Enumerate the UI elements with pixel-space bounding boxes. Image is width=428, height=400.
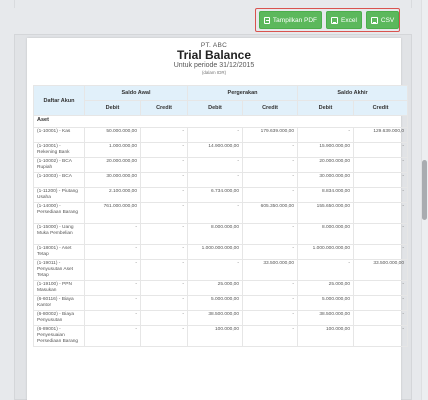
cell: - [141,173,188,188]
cell: 100.000,00 [298,326,354,347]
cell: - [188,158,243,173]
cell: - [243,173,298,188]
column-header-credit: Credit [354,101,408,116]
cell: 1.000.000,00 [85,143,141,158]
show-pdf-button[interactable] [259,11,322,29]
table-row [34,260,408,281]
cell: 605.350.000,00 [243,203,298,224]
cell: - [141,281,188,296]
cell: - [298,260,354,281]
cell: - [141,143,188,158]
cell: 38.500.000,00 [188,311,243,326]
cell: - [85,224,141,245]
cell: - [85,296,141,311]
excel-label: Excel [341,16,357,24]
cell: 30.000.000,00 [85,173,141,188]
cell: - [354,173,408,188]
cell: 2.100.000,00 [85,188,141,203]
account-name: (1-18001) - Aset Tetap [34,245,85,260]
table-row [34,128,408,143]
cell: 5.000.000,00 [188,296,243,311]
column-header-debit: Debit [188,101,243,116]
file-icon [371,17,378,24]
table-row [34,143,408,158]
account-name: (6-89001) - Penyesuaian Persediaan Barang [34,326,85,347]
cell: - [243,224,298,245]
cell: - [188,260,243,281]
cell: - [354,326,408,347]
table-row [34,296,408,311]
cell: - [243,158,298,173]
column-header-closing: Saldo Akhir [298,86,408,101]
cell: - [141,158,188,173]
cell: - [243,326,298,347]
account-name: (1-14000) - Persediaan Barang [34,203,85,224]
cell: 14.900.000,00 [188,143,243,158]
table-row [34,158,408,173]
cell: 25.000,00 [188,281,243,296]
company-name: PT. ABC [200,42,228,49]
cell: - [141,326,188,347]
cell: 100.000,00 [188,326,243,347]
cell: - [243,311,298,326]
cell: - [141,311,188,326]
cell: - [141,128,188,143]
table-row [34,311,408,326]
cell: 33.500.000,00 [243,260,298,281]
account-name: (1-15000) - Uang Muka Pembelian [34,224,85,245]
account-name: (1-19100) - PPN Masukan [34,281,85,296]
cell: 1.000.000.000,00 [298,245,354,260]
account-name: (1-10001) - Rekening Bank [34,143,85,158]
cell: 25.000,00 [298,281,354,296]
cell: - [141,203,188,224]
table-row [34,281,408,296]
cell: - [85,260,141,281]
cell: - [243,143,298,158]
cell: - [188,203,243,224]
cell: - [354,296,408,311]
column-header-credit: Credit [243,101,298,116]
cell: 761.000.000,00 [85,203,141,224]
csv-button[interactable] [366,11,399,29]
cell: - [243,281,298,296]
cell: 8.000.000,00 [298,224,354,245]
cell: - [298,128,354,143]
column-header-movement: Pergerakan [188,86,298,101]
cell: - [188,128,243,143]
account-name: (1-10003) - BCA [34,173,85,188]
cell: - [354,188,408,203]
cell: - [243,188,298,203]
cell: - [354,281,408,296]
account-name: (1-10002) - BCA Rupiah [34,158,85,173]
table-row [34,173,408,188]
cell: 15.900.000,00 [298,143,354,158]
cell: - [354,158,408,173]
file-icon [331,17,338,24]
cell: - [85,326,141,347]
account-name: (1-10001) - Kas [34,128,85,143]
printer-icon [264,17,270,24]
section-row [34,116,408,128]
report-paper [27,38,405,400]
cell: 20.000.000,00 [298,158,354,173]
excel-button[interactable] [326,11,362,29]
cell: - [243,245,298,260]
csv-label: CSV [380,16,395,24]
cell: - [85,245,141,260]
column-header-opening: Saldo Awal [85,86,188,101]
section-label: Aset [34,116,85,128]
account-name: (1-11200) - Piutang Usaha [34,188,85,203]
cell: - [354,143,408,158]
cell: - [141,224,188,245]
cell: 8.000.000,00 [188,224,243,245]
report-title: Trial Balance [176,48,252,62]
account-name: (1-19011) - Penyusutan Aset Tetap [34,260,85,281]
cell: - [354,224,408,245]
table-row [34,188,408,203]
account-name: (6-60116) - Biaya Kantor [34,296,85,311]
cell: 1.000.000.000,00 [188,245,243,260]
cell: 179.639.000,00 [243,128,298,143]
column-header-debit: Debit [85,101,141,116]
cell: 50.000.000,00 [85,128,141,143]
cell: - [243,296,298,311]
table-row [34,326,408,347]
cell: 5.000.000,00 [298,296,354,311]
cell: - [141,188,188,203]
scrollbar-thumb[interactable] [422,160,427,220]
cell: 38.500.000,00 [298,311,354,326]
column-header-debit: Debit [298,101,354,116]
cell: 129.639.000,0 [354,128,408,143]
cell: 30.000.000,00 [298,173,354,188]
report-period: Untuk periode 31/12/2015 [173,62,255,69]
table-row [34,224,408,245]
section-filler [85,116,408,128]
account-name: (6-80002) - Biaya Penyusutan [34,311,85,326]
report-currency: (dalam IDR) [201,70,227,75]
cell: - [141,260,188,281]
cell: 8.834.000,00 [298,188,354,203]
export-button-group [255,8,400,32]
cell: - [141,296,188,311]
cell: - [354,245,408,260]
table-row [34,245,408,260]
cell: 20.000.000,00 [85,158,141,173]
show-pdf-label: Tampilkan PDF [272,16,317,24]
page-frame [14,0,412,8]
cell: 6.734.000,00 [188,188,243,203]
column-header-account: Daftar Akun [34,86,85,116]
table-row [34,203,408,224]
cell: - [188,173,243,188]
cell: - [354,203,408,224]
cell: 33.500.000,00 [354,260,408,281]
trial-balance-table [33,85,408,347]
cell: - [141,245,188,260]
cell: - [85,281,141,296]
column-header-credit: Credit [141,101,188,116]
cell: - [354,311,408,326]
cell: 155.650.000,00 [298,203,354,224]
cell: - [85,311,141,326]
